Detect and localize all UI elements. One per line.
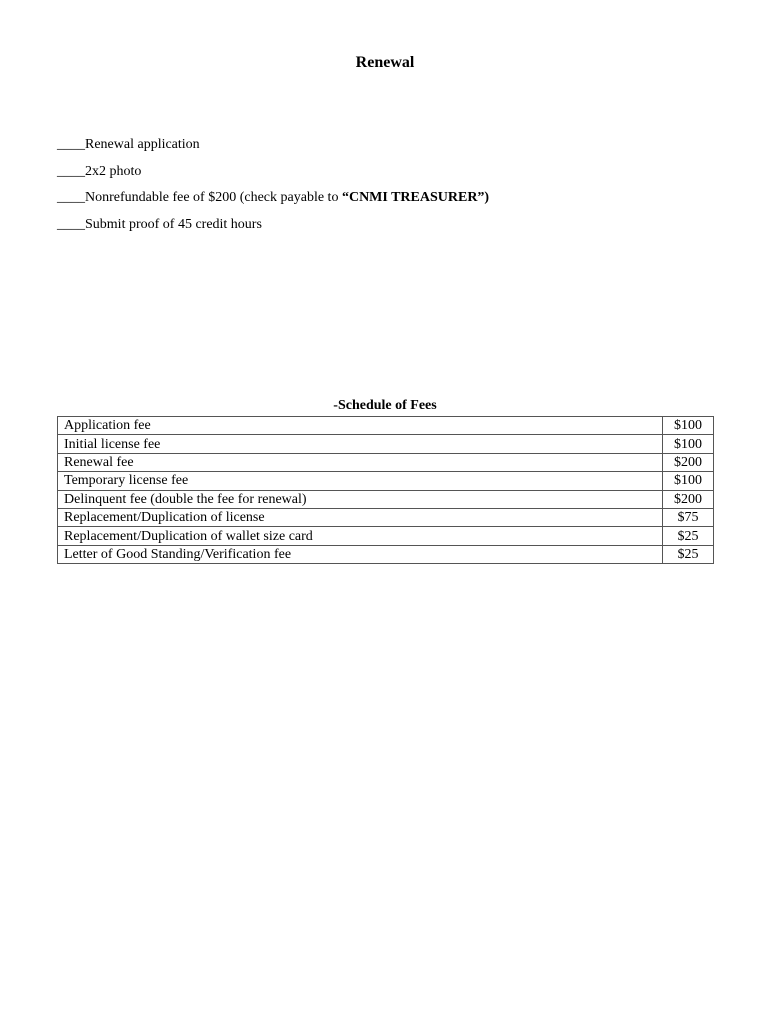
table-row xyxy=(58,490,714,508)
fee-item: Initial license fee xyxy=(58,435,663,453)
table-row xyxy=(58,453,714,471)
table-row xyxy=(58,435,714,453)
checklist-item-text: Submit proof of 45 credit hours xyxy=(85,216,262,232)
table-row xyxy=(58,545,714,563)
fee-item: Delinquent fee (double the fee for renewal) xyxy=(58,490,663,508)
table-row xyxy=(58,527,714,545)
fee-item: Temporary license fee xyxy=(58,472,663,490)
checklist-item xyxy=(57,216,737,243)
fee-amount: $75 xyxy=(663,508,714,526)
fee-item: Replacement/Duplication of wallet size card xyxy=(58,527,663,545)
fee-amount: $200 xyxy=(663,453,714,471)
fee-amount: $25 xyxy=(663,545,714,563)
checklist-item-text: 2x2 photo xyxy=(85,163,142,179)
fees-heading: -Schedule of Fees xyxy=(333,398,437,413)
table-row xyxy=(58,417,714,435)
requirements-checklist xyxy=(57,136,737,242)
fee-amount: $100 xyxy=(663,417,714,435)
fee-item: Letter of Good Standing/Verification fee xyxy=(58,545,663,563)
fees-table xyxy=(57,416,714,564)
fee-amount: $200 xyxy=(663,490,714,508)
fee-amount: $100 xyxy=(663,435,714,453)
table-row xyxy=(58,472,714,490)
checklist-item-text: Renewal application xyxy=(85,137,200,152)
checklist-item xyxy=(57,136,737,163)
table-row xyxy=(58,508,714,526)
fee-item: Renewal fee xyxy=(58,453,663,471)
page-title: Renewal xyxy=(355,54,415,71)
checklist-item xyxy=(57,189,737,216)
fee-item: Replacement/Duplication of license xyxy=(58,508,663,526)
checklist-item xyxy=(57,163,737,190)
payee-name: “CNMI TREASURER”) xyxy=(341,190,490,205)
fee-amount: $25 xyxy=(663,527,714,545)
checklist-item-text: Nonrefundable fee of $200 (check payable to xyxy=(85,190,342,205)
fee-amount: $100 xyxy=(663,472,714,490)
fee-item: Application fee xyxy=(58,417,663,435)
checkbox-blank: ____ xyxy=(57,137,85,152)
checkbox-blank: ____ xyxy=(57,163,85,179)
checkbox-blank: ____ xyxy=(57,190,85,205)
checkbox-blank: ____ xyxy=(57,216,85,232)
